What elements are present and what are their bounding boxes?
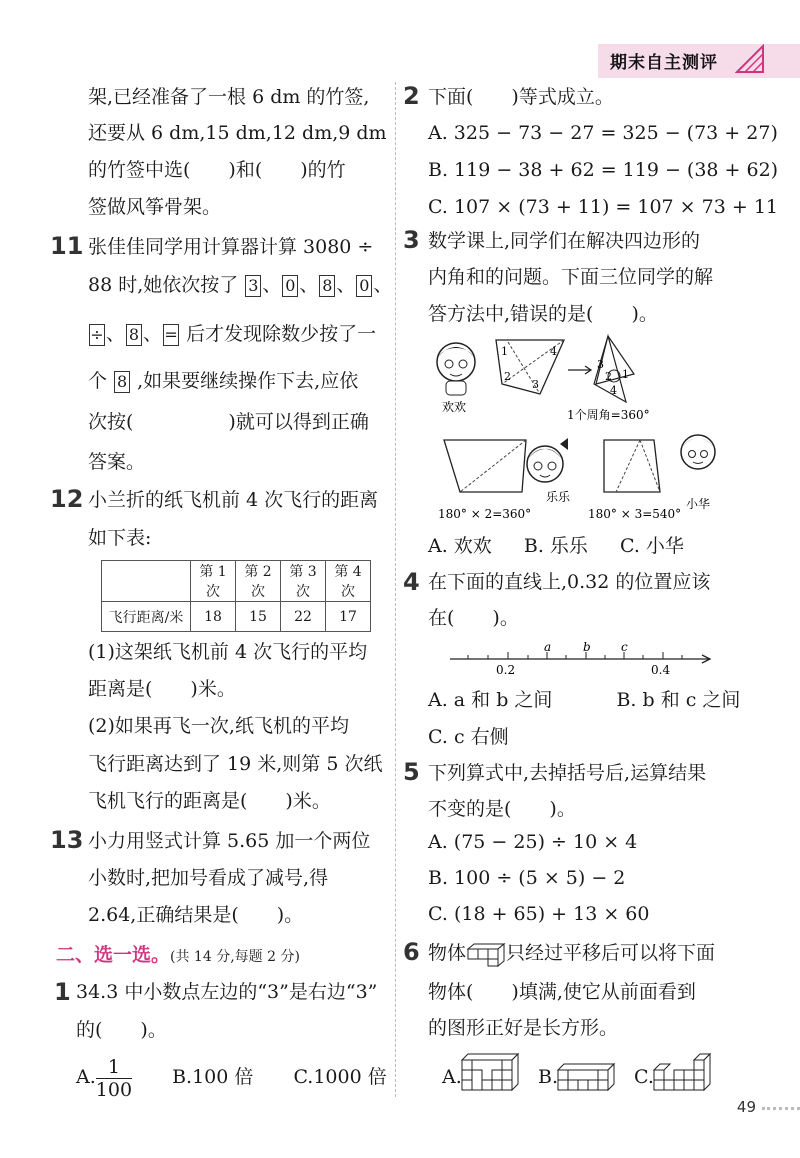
q13-line2: 小数时,把加号看成了减号,得 <box>88 867 329 889</box>
angle-label: 2 <box>504 370 511 383</box>
q11-line2: 88 时,她依次按了 3 、 0 、 8 、 0 、 <box>88 274 393 296</box>
table-cell: 17 <box>326 602 371 632</box>
q3-number: 3 <box>403 226 420 254</box>
q6-line1b: 只经过平移后可以将下面 <box>506 942 716 964</box>
quadrilateral-figure <box>428 328 768 523</box>
child-xiaohua-avatar <box>681 435 715 469</box>
table-cell: 18 <box>191 602 236 632</box>
number-line <box>448 638 718 680</box>
cube-stack-b-icon <box>556 1060 618 1092</box>
calc-key: = <box>164 325 178 344</box>
caption-lele: 180° × 2=360° <box>438 507 532 521</box>
q11-number: 11 <box>50 232 84 260</box>
table-cell: 22 <box>281 602 326 632</box>
q1-line1: 34.3 中小数点左边的“3”是右边“3” <box>76 981 378 1003</box>
q11-line4 <box>88 369 358 393</box>
q6-option-c-label: C. <box>634 1066 654 1088</box>
angle-label: 1 <box>501 345 508 358</box>
section-note: (共 14 分,每题 2 分) <box>170 949 300 965</box>
table-header-row <box>102 561 371 602</box>
q13-number: 13 <box>50 826 84 854</box>
table-row <box>102 602 371 632</box>
q11-line3-text: 后才发现除数少按了一 <box>186 323 377 345</box>
page-number-dots <box>762 1107 800 1110</box>
q2-option-c: C. 107 × (73 + 11) = 107 × 73 + 11 <box>428 196 778 218</box>
angle-label: 1 <box>622 368 629 381</box>
calc-key: 8 <box>114 371 130 393</box>
q3-option-c: C. 小华 <box>619 535 684 557</box>
q4-line1: 在下面的直线上,0.32 的位置应该 <box>428 571 711 593</box>
calc-key: 3 <box>245 275 261 297</box>
quadrilateral-3 <box>604 440 660 492</box>
caption-xiaohua: 180° × 3=540° <box>588 507 682 521</box>
number-line-ticks <box>468 652 682 659</box>
q3-line2: 内角和的问题。下面三位同学的解 <box>428 266 714 288</box>
q2-option-b: B. 119 − 38 + 62 = 119 − (38 + 62) <box>428 159 779 181</box>
cube-stack-c-icon <box>652 1050 714 1092</box>
table-row-label: 飞行距离/米 <box>102 602 191 632</box>
q11-line4b: ,如果要继续操作下去,应依 <box>137 370 359 392</box>
q6-line2: 物体( )填满,使它从前面看到 <box>428 981 696 1003</box>
q6-line1a: 物体 <box>428 942 467 964</box>
q3-option-b: B. 乐乐 <box>523 535 588 557</box>
q6-line1 <box>428 941 715 967</box>
name-xiaohua: 小华 <box>686 497 711 511</box>
table-header: 第 4 次 <box>326 561 371 602</box>
table-header: 第 1 次 <box>191 561 236 602</box>
q10-line: 架,已经准备了一根 6 dm 的竹签, <box>88 86 370 108</box>
q13-line3: 2.64,正确结果是( )。 <box>88 904 304 926</box>
q1-option-b: B.100 倍 <box>172 1066 254 1088</box>
angle-label: 2 <box>605 370 612 383</box>
name-huanhuan: 欢欢 <box>442 400 467 414</box>
q10-line: 还要从 6 dm,15 dm,12 dm,9 dm <box>88 122 387 144</box>
q4-line2: 在( )。 <box>428 607 519 629</box>
q12-p2b: 飞行距离达到了 19 米,则第 5 次纸 <box>88 753 383 775</box>
child-lele-avatar <box>527 438 568 482</box>
q1-line2: 的( )。 <box>76 1019 167 1041</box>
section-title-text: 二、选一选。 <box>56 944 171 966</box>
table-cell: 15 <box>236 602 281 632</box>
q10-line: 的竹签中选( )和( )的竹 <box>88 159 346 181</box>
q12-p2a: (2)如果再飞一次,纸飞机的平均 <box>88 715 349 737</box>
q6-option-a-label: A. <box>442 1066 462 1088</box>
q12-line1: 小兰折的纸飞机前 4 次飞行的距离 <box>88 489 379 511</box>
point-c: c <box>621 640 628 654</box>
q10-line: 签做风筝骨架。 <box>88 196 222 218</box>
cube-stack-a-icon <box>460 1050 522 1092</box>
q11-line1: 张佳佳同学用计算器计算 3080 ÷ <box>88 236 374 258</box>
flight-table <box>101 560 371 632</box>
angle-label: 3 <box>532 378 539 391</box>
angle-label: 3 <box>597 358 604 371</box>
q1-option-c: C.1000 倍 <box>293 1066 387 1088</box>
table-corner <box>102 561 191 602</box>
q2-number: 2 <box>403 82 420 110</box>
q4-options-row1 <box>428 688 740 712</box>
q5-line1: 下列算式中,去掉括号后,运算结果 <box>428 762 707 784</box>
column-divider <box>395 82 396 1097</box>
calc-key: 8 <box>126 324 142 346</box>
q2-stem: 下面( )等式成立。 <box>428 86 614 108</box>
child-huanhuan-avatar <box>437 343 475 395</box>
q11-line2-text: 88 时,她依次按了 <box>88 274 239 296</box>
q3-line1: 数学课上,同学们在解决四边形的 <box>428 230 701 252</box>
point-b: b <box>583 640 591 654</box>
q3-line3: 答方法中,错误的是( )。 <box>428 303 658 325</box>
calc-key: ÷ <box>90 325 104 344</box>
tick-label-04: 0.4 <box>651 663 671 677</box>
page-number: 49 <box>736 1098 756 1116</box>
calc-key: 0 <box>282 275 298 297</box>
angle-label: 4 <box>610 384 617 397</box>
q1-option-a: A. <box>76 1066 96 1088</box>
q12-line2: 如下表: <box>88 527 152 549</box>
quadrilateral-2 <box>444 440 526 492</box>
q4-number: 4 <box>403 568 420 596</box>
q12-p1b: 距离是( )米。 <box>88 678 236 700</box>
calc-key: 0 <box>356 275 372 297</box>
q6-option-b-label: B. <box>538 1066 559 1088</box>
q11-line5: 次按( )就可以得到正确 <box>88 411 369 433</box>
table-header: 第 3 次 <box>281 561 326 602</box>
q5-option-a: A. (75 − 25) ÷ 10 × 4 <box>428 831 638 853</box>
q3-option-a: A. 欢欢 <box>428 535 492 557</box>
ruler-triangle-icon <box>735 44 765 74</box>
q13-line1: 小力用竖式计算 5.65 加一个两位 <box>88 830 371 852</box>
q6-line3: 的图形正好是长方形。 <box>428 1017 619 1039</box>
calc-key: 8 <box>319 275 335 297</box>
caption-huanhuan: 1个周角=360° <box>567 408 650 422</box>
fraction <box>96 1056 132 1101</box>
table-header: 第 2 次 <box>236 561 281 602</box>
q6-number: 6 <box>403 938 420 966</box>
q12-p1a: (1)这架纸飞机前 4 次飞行的平均 <box>88 641 368 663</box>
q5-option-c: C. (18 + 65) + 13 × 60 <box>428 903 650 925</box>
q12-p2c: 飞机飞行的距离是( )米。 <box>88 790 331 812</box>
fraction-den: 100 <box>95 1078 133 1101</box>
q3-options <box>428 534 684 558</box>
point-a: a <box>544 640 552 654</box>
q11-line3: ÷ 、 8 、 = 后才发现除数少按了一 <box>90 323 377 345</box>
tick-label-02: 0.2 <box>496 663 516 677</box>
section-title <box>56 940 300 967</box>
q4-option-a: A. a 和 b 之间 <box>428 689 553 711</box>
q11-line6: 答案。 <box>88 451 146 473</box>
q4-option-c: C. c 右侧 <box>428 726 509 748</box>
q2-option-a: A. 325 − 73 − 27 = 325 − (73 + 27) <box>428 122 778 144</box>
angle-label: 4 <box>550 345 557 358</box>
header-title: 期末自主测评 <box>610 53 718 73</box>
q11-line4a: 个 <box>88 370 108 392</box>
q1-number: 1 <box>54 978 71 1006</box>
name-lele: 乐乐 <box>546 490 571 504</box>
q4-option-b: B. b 和 c 之间 <box>616 689 741 711</box>
cube-object-icon <box>466 941 506 967</box>
fraction-num: 1 <box>96 1056 132 1079</box>
q5-option-b: B. 100 ÷ (5 × 5) − 2 <box>428 867 626 889</box>
q12-number: 12 <box>50 485 84 513</box>
q5-number: 5 <box>403 758 420 786</box>
q1-options <box>76 1054 387 1101</box>
q5-line2: 不变的是( )。 <box>428 798 576 820</box>
